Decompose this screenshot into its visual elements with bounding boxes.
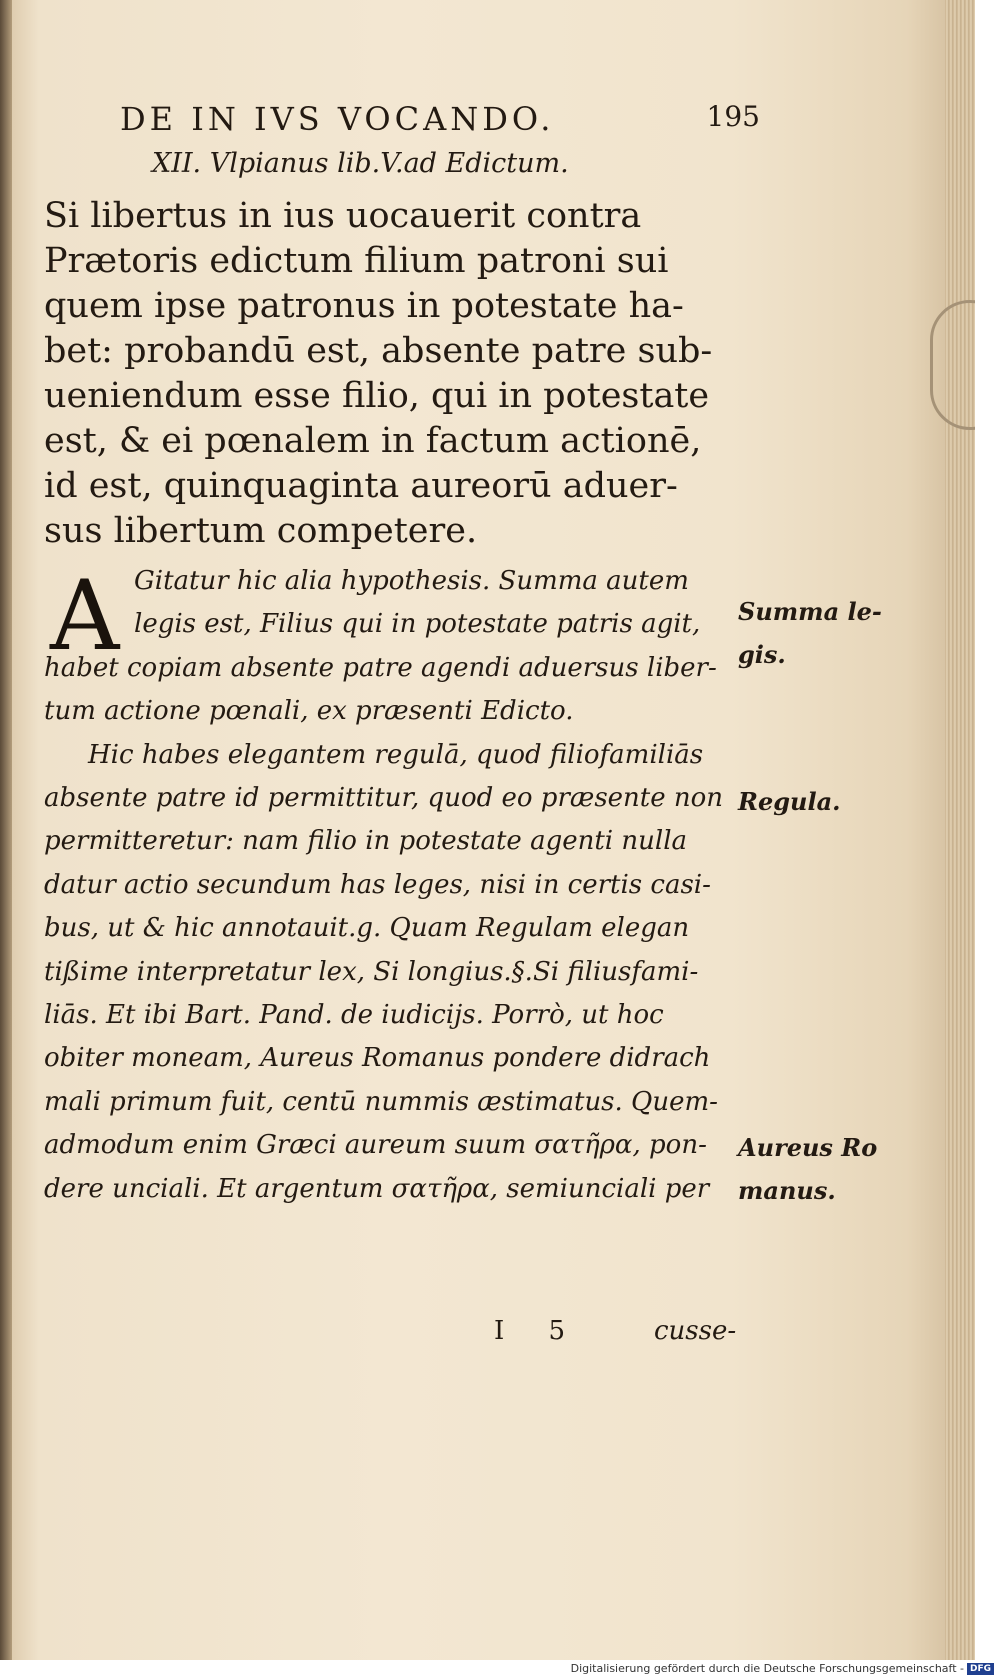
lex-heading: XII. Vlpianus lib.V.ad Edictum.: [152, 148, 569, 179]
dfg-logo: DFG: [967, 1663, 994, 1675]
commentary-line: tum actione pœnali, ex præsenti Edicto.: [44, 696, 574, 727]
marginal-note-line: gis.: [738, 640, 786, 669]
folio-number: 195: [706, 100, 760, 133]
commentary-line: bus, ut & hic annotauit.g. Quam Regulam elegan: [44, 913, 690, 944]
commentary-line: habet copiam absente patre agendi aduersus liber-: [44, 652, 717, 683]
gutter-shadow: [0, 0, 12, 1660]
drop-cap: A: [50, 560, 120, 672]
lex-line: bet: probandū est, absente patre sub-: [44, 331, 713, 371]
lex-line: Prætoris edictum filium patroni sui: [44, 241, 669, 281]
digitization-credit: [571, 1662, 994, 1675]
page-edges: [945, 0, 975, 1660]
commentary-line: Hic habes elegantem regulā, quod filiofamiliās: [88, 739, 704, 770]
commentary-line: legis est, Filius qui in potestate patris agit,: [134, 609, 701, 640]
lex-line: ueniendum esse filio, qui in potestate: [44, 376, 710, 416]
commentary-line: admodum enim Græci aureum suum σατῆρα, pon-: [44, 1130, 707, 1161]
commentary: [44, 560, 744, 1211]
commentary-line: dere unciali. Et argentum σατῆρα, semiunciali per: [44, 1173, 710, 1204]
lex-line: est, & ei pœnalem in factum actionē,: [44, 421, 702, 461]
running-head: [120, 100, 760, 148]
marginal-note-line: manus.: [738, 1176, 836, 1205]
commentary-line: absente patre id permittitur, quod eo præsente non: [44, 783, 724, 814]
marginal-note: [738, 780, 840, 823]
commentary-line: datur actio secundum has leges, nisi in certis casi-: [44, 869, 711, 900]
catchword: cusse-: [654, 1316, 737, 1346]
marginal-note-line: Aureus Ro: [738, 1133, 878, 1162]
commentary-line: liās. Et ibi Bart. Pand. de iudicijs. Porrò, ut hoc: [44, 1000, 664, 1031]
lex-line: Si libertus in ius uocauerit contra: [44, 196, 642, 236]
book-clasp: [930, 300, 975, 430]
text-block: [44, 100, 760, 1211]
lex-line: sus libertum competere.: [44, 511, 478, 551]
signature-mark: I 5: [494, 1316, 584, 1346]
lex-line: quem ipse patronus in potestate ha-: [44, 286, 684, 326]
credit-text: Digitalisierung gefördert durch die Deutsche Forschungsgemeinschaft -: [570, 1662, 964, 1675]
lex-text: [44, 194, 744, 554]
lex-line: id est, quinquaginta aureorū aduer-: [44, 466, 678, 506]
commentary-line: Gitatur hic alia hypothesis. Summa autem: [134, 566, 689, 596]
marginal-note: [738, 1126, 877, 1212]
marginal-note-line: Regula.: [738, 787, 841, 816]
commentary-line: mali primum fuit, centū nummis æstimatus. Quem-: [44, 1086, 718, 1117]
running-head-title: DE IN IVS VOCANDO.: [120, 100, 555, 138]
commentary-line: tißime interpretatur lex, Si longius.§.Si filiusfami-: [44, 956, 699, 987]
marginal-note-line: Summa le-: [738, 597, 882, 626]
commentary-line: permitteretur: nam filio in potestate agenti nulla: [44, 826, 688, 857]
commentary-line: obiter moneam, Aureus Romanus pondere didrach: [44, 1043, 711, 1074]
marginal-note: [738, 590, 882, 676]
